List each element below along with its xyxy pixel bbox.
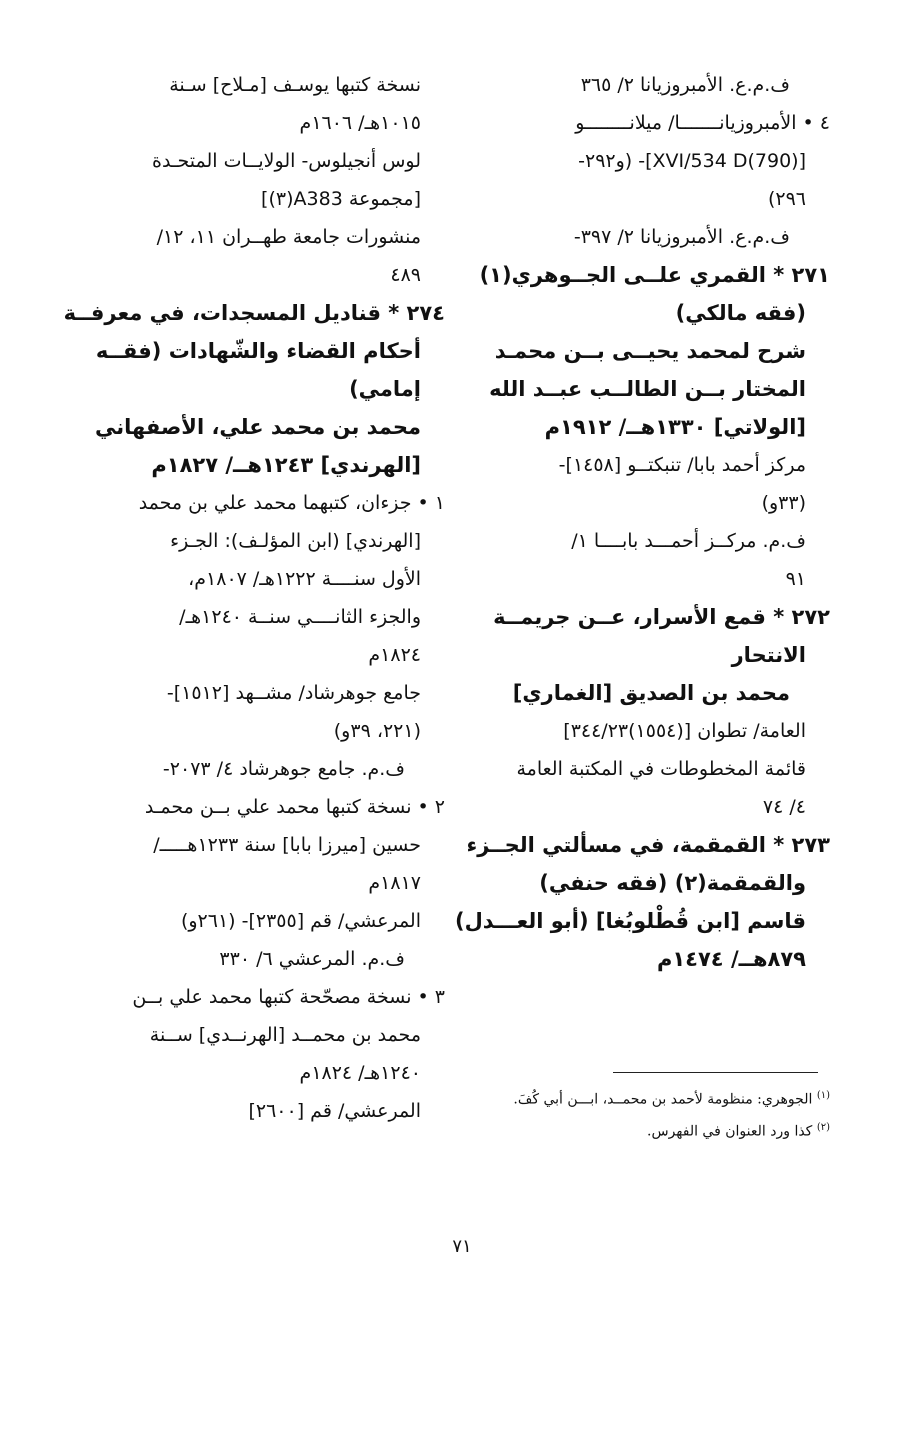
text-line: منشورات جامعة طهــران ١١، ١٢/ bbox=[156, 226, 421, 248]
text-line: ٩١ bbox=[785, 568, 806, 590]
text-line: الانتحار bbox=[731, 643, 806, 667]
text-line: ٢٧٢ * قمع الأسرار، عــن جريمــة bbox=[493, 605, 830, 629]
text-line: [XVI/534 D(790)]- (و٢٩٢- bbox=[578, 150, 806, 172]
text-line: ٤/ ٧٤ bbox=[762, 796, 806, 818]
text-line: ف.م. جامع جوهرشاد ٤/ ٢٠٧٣- bbox=[162, 758, 405, 780]
text-line: مركز أحمد بابا/ تنبكتــو [١٤٥٨]- bbox=[558, 454, 806, 476]
right-column bbox=[454, 70, 830, 982]
footnote-marker: (٢) bbox=[816, 1121, 830, 1133]
text-line: الأول سنــــة ١٢٢٢هـ/ ١٨٠٧م، bbox=[188, 568, 421, 590]
text-line: ٣ • نسخة مصحّحة كتبها محمد علي بــن bbox=[132, 986, 445, 1008]
text-line: ١٨٢٤م bbox=[368, 644, 421, 666]
footnotes bbox=[485, 1085, 830, 1148]
text-line: ف.م. مركــز أحمـــد بابــــا ١/ bbox=[571, 530, 806, 552]
text-line: [الولاتي] ١٣٣٠هــ/ ١٩١٢م bbox=[544, 415, 806, 439]
text-line: إمامي) bbox=[349, 377, 421, 401]
footnote-1 bbox=[485, 1085, 830, 1111]
text-line: ٢٧١ * القمري علــى الجــوهري(١) bbox=[479, 263, 830, 287]
footnote-separator bbox=[613, 1072, 818, 1073]
text-line: جامع جوهرشاد/ مشــهد [١٥١٢]- bbox=[166, 682, 421, 704]
footnote-text: كذا ورد العنوان في الفهرس. bbox=[647, 1123, 813, 1140]
text-line: أحكام القضاء والشّهادات (فقــه bbox=[95, 339, 421, 363]
text-line: شرح لمحمد يحيــى بــن محمـد bbox=[494, 339, 806, 363]
text-line: ١ • جزءان، كتبهما محمد علي بن محمد bbox=[138, 492, 445, 514]
text-line: محمد بن محمد علي، الأصفهاني bbox=[95, 415, 421, 439]
text-line: محمد بن محمــد [الهرنــدي] ســنة bbox=[149, 1024, 421, 1046]
text-line: والقمقمة(٢) (فقه حنفي) bbox=[539, 871, 806, 895]
text-line: ف.م. المرعشي ٦/ ٣٣٠ bbox=[219, 948, 405, 970]
text-line: ٤٨٩ bbox=[390, 264, 421, 286]
text-line: المرعشي/ قم [٢٦٠٠] bbox=[248, 1100, 421, 1122]
text-line: ٢٩٦) bbox=[767, 188, 806, 210]
text-line: (٢٢١، ٣٩و) bbox=[333, 720, 421, 742]
text-line: ٢٧٤ * قناديل المسجدات، في معرفــة bbox=[63, 301, 445, 325]
text-line: (٣٣و) bbox=[761, 492, 806, 514]
text-line: ٢ • نسخة كتبها محمد علي بــن محمـد bbox=[144, 796, 445, 818]
text-line: قاسم [ابن قُطْلوبُغا] (أبو العـــدل) bbox=[454, 909, 806, 933]
footnote-marker: (١) bbox=[816, 1090, 830, 1101]
text-line: المختار بــن الطالــب عبــد الله bbox=[489, 377, 806, 401]
left-column bbox=[63, 70, 445, 1134]
text-line: ٢٧٣ * القمقمة، في مسألتي الجــزء bbox=[466, 833, 830, 857]
text-line: [الهرندي] ١٢٤٣هــ/ ١٨٢٧م bbox=[151, 453, 421, 477]
text-line: [الهرندي] (ابن المؤلـف): الجـزء bbox=[170, 530, 421, 552]
text-line: لوس أنجيلوس- الولايــات المتحـدة bbox=[152, 150, 421, 172]
text-line: [مجموعة A383(٣)] bbox=[261, 188, 421, 210]
text-line: ١٨١٧م bbox=[368, 872, 421, 894]
text-line: ف.م.ع. الأمبروزيانا ٢/ ٣٦٥ bbox=[580, 74, 790, 96]
text-line: العامة/ تطوان [(١٥٥٤)٣٤٤/٢٣] bbox=[563, 720, 806, 742]
text-line: حسين [ميرزا بابا] سنة ١٢٣٣هـــــ/ bbox=[153, 834, 421, 856]
page-number: ٧١ bbox=[452, 1236, 472, 1257]
text-line: نسخة كتبها يوسـف [مـلاح] سـنة bbox=[169, 74, 421, 96]
text-line: والجزء الثانــــي سنــة ١٢٤٠هـ/ bbox=[179, 606, 421, 628]
text-line: ٤ • الأمبروزيانـــــــا/ ميلانــــــــو bbox=[575, 112, 830, 134]
text-line: (فقه مالكي) bbox=[675, 301, 806, 325]
footnote-text: الجوهري: منظومة لأحمد بن محمــد، ابـــن أبي كُفَ. bbox=[513, 1091, 813, 1108]
text-line: قائمة المخطوطات في المكتبة العامة bbox=[516, 758, 806, 780]
text-line: ٨٧٩هــ/ ١٤٧٤م bbox=[656, 947, 806, 971]
text-line: ١٠١٥هـ/ ١٦٠٦م bbox=[299, 112, 421, 134]
footnote-2 bbox=[485, 1117, 830, 1143]
text-line: ف.م.ع. الأمبروزيانا ٢/ ٣٩٧- bbox=[573, 226, 790, 248]
text-line: المرعشي/ قم [٢٣٥٥]- (٢٦١و) bbox=[180, 910, 421, 932]
text-line: محمد بن الصديق [الغماري] bbox=[512, 681, 790, 705]
text-line: ١٢٤٠هـ/ ١٨٢٤م bbox=[299, 1062, 421, 1084]
